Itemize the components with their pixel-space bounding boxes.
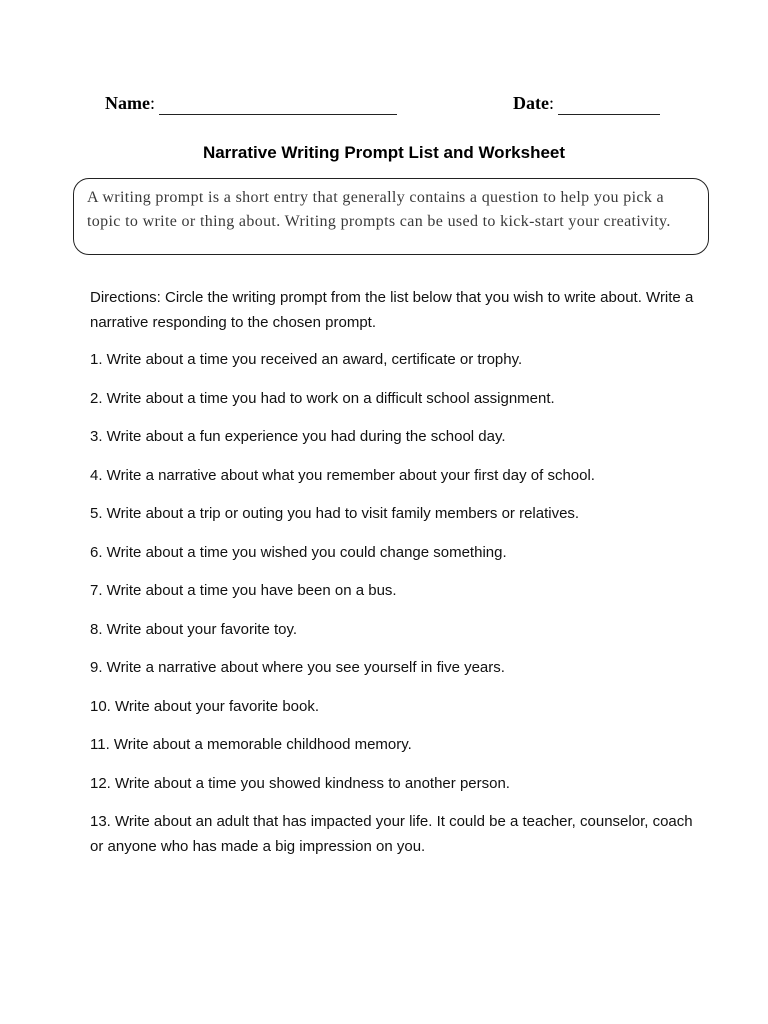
date-label: Date bbox=[513, 93, 549, 113]
prompt-item[interactable]: 12. Write about a time you showed kindness to another person. bbox=[90, 774, 510, 792]
prompt-item[interactable]: 6. Write about a time you wished you could change something. bbox=[90, 543, 507, 561]
prompt-item[interactable]: 8. Write about your favorite toy. bbox=[90, 620, 298, 638]
name-blank-line[interactable] bbox=[159, 94, 397, 115]
prompt-item[interactable]: 1. Write about a time you received an award, certificate or trophy. bbox=[90, 351, 523, 368]
prompt-item[interactable]: 3. Write about a fun experience you had during the school day. bbox=[90, 428, 506, 445]
prompt-item[interactable]: 10. Write about your favorite book. bbox=[90, 697, 320, 715]
date-colon: : bbox=[548, 93, 554, 113]
name-colon: : bbox=[149, 93, 155, 113]
worksheet-header bbox=[0, 91, 768, 121]
date-field bbox=[513, 91, 660, 115]
prompt-item[interactable]: 4. Write a narrative about what you remember about your first day of school. bbox=[90, 466, 595, 484]
prompt-item[interactable]: 9. Write a narrative about where you see yourself in five years. bbox=[90, 659, 505, 676]
name-label: Name bbox=[105, 93, 150, 113]
worksheet-title: Narrative Writing Prompt List and Worksheet bbox=[202, 143, 566, 162]
date-blank-line[interactable] bbox=[558, 94, 660, 115]
prompt-item[interactable]: 7. Write about a time you have been on a bus. bbox=[90, 582, 397, 599]
directions-text: Directions: Circle the writing prompt from the list below that you wish to write about. Write a narrative responding to the chosen prompt. bbox=[90, 289, 694, 331]
prompt-item[interactable]: 13. Write about an adult that has impacted your life. It could be a teacher, counselor, coach or anyone who has made a big impression on you. bbox=[90, 813, 693, 855]
prompt-item[interactable]: 2. Write about a time you had to work on a difficult school assignment. bbox=[90, 389, 555, 407]
intro-box: A writing prompt is a short entry that generally contains a question to help you pick a topic to write or thing about. Writing prompts can be used to kick-start your creativity. bbox=[73, 178, 709, 255]
prompt-item[interactable]: 5. Write about a trip or outing you had to visit family members or relatives. bbox=[90, 505, 580, 522]
prompt-item[interactable]: 11. Write about a memorable childhood memory. bbox=[90, 736, 412, 753]
name-field bbox=[105, 91, 397, 115]
prompt-list bbox=[90, 347, 710, 873]
